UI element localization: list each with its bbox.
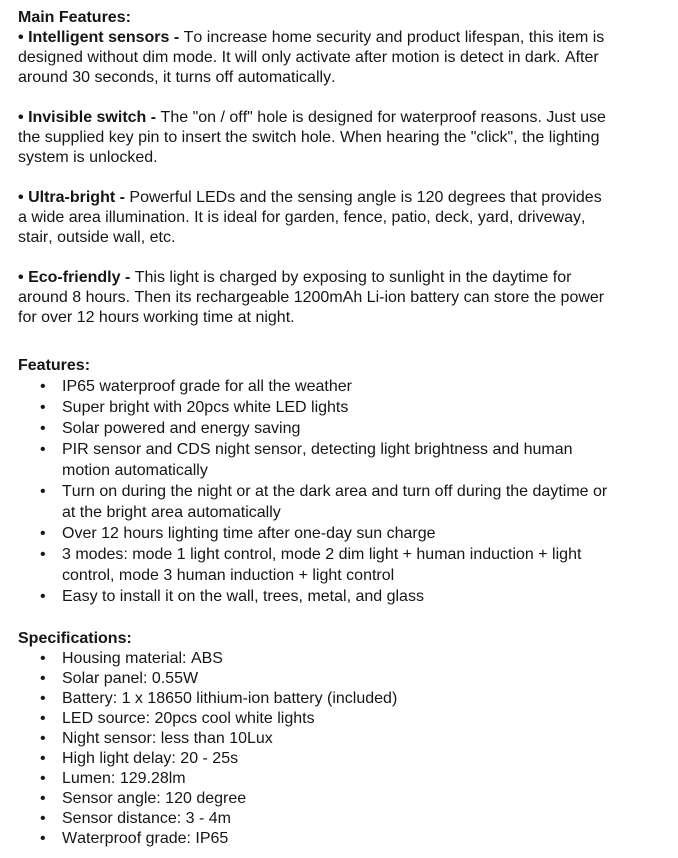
feature-item-text: Over 12 hours lighting time after one-day sun charge [62, 525, 436, 542]
bullet-icon: • [40, 750, 46, 767]
feature-paragraph-ultra-bright [18, 188, 612, 248]
bullet-icon: • [40, 730, 46, 747]
list-item [40, 709, 662, 729]
bullet-icon: • [40, 546, 46, 563]
feature-text: Powerful LEDs and the sensing angle is 120 degrees that provides a wide area illumination. It is ideal for garden, fence, patio, deck, yard, driveway, stair, outside wall, etc. [18, 189, 602, 246]
feature-paragraph-eco-friendly [18, 268, 612, 328]
list-item [40, 689, 662, 709]
bullet-icon: • [40, 690, 46, 707]
bullet-icon: • [40, 790, 46, 807]
spec-item-text: LED source: 20pcs cool white lights [62, 710, 315, 727]
list-item [40, 397, 662, 418]
spec-item-text: Sensor distance: 3 - 4m [62, 810, 231, 827]
list-item [40, 789, 662, 809]
bullet-icon: • [40, 830, 46, 847]
list-item [40, 481, 662, 523]
list-item [40, 439, 662, 481]
bullet-icon: • [18, 189, 24, 206]
feature-item-text: IP65 waterproof grade for all the weather [62, 378, 352, 395]
list-item [40, 749, 662, 769]
bullet-icon: • [40, 399, 46, 416]
feature-item-text: Easy to install it on the wall, trees, metal, and glass [62, 588, 424, 605]
specifications-list [18, 649, 662, 849]
bullet-icon: • [40, 810, 46, 827]
feature-title: Ultra-bright - [28, 189, 125, 206]
feature-item-text: PIR sensor and CDS night sensor, detecting light brightness and human motion automatically [62, 441, 573, 479]
spec-item-text: Solar panel: 0.55W [62, 670, 199, 687]
list-item [40, 729, 662, 749]
list-item [40, 829, 662, 849]
list-item [40, 376, 662, 397]
bullet-icon: • [40, 378, 46, 395]
spec-item-text: Waterproof grade: IP65 [62, 830, 229, 847]
feature-paragraph-intelligent-sensors [18, 28, 612, 88]
bullet-icon: • [40, 770, 46, 787]
bullet-icon: • [40, 420, 46, 437]
bullet-icon: • [40, 710, 46, 727]
list-item [40, 586, 662, 607]
feature-item-text: 3 modes: mode 1 light control, mode 2 dim light + human induction + light control, mode 3 human induction + light control [62, 546, 582, 584]
list-item [40, 523, 662, 544]
feature-text: To increase home security and product lifespan, this item is designed without dim mode. It will only activate after motion is detect in dark. After around 30 seconds, it turns off automatically. [18, 29, 605, 86]
bullet-icon: • [18, 29, 24, 46]
spec-item-text: Battery: 1 x 18650 lithium-ion battery (included) [62, 690, 398, 707]
list-item [40, 769, 662, 789]
list-item [40, 809, 662, 829]
feature-text: This light is charged by exposing to sunlight in the daytime for around 8 hours. Then its rechargeable 1200mAh Li-ion battery can store the power for over 12 hours working time at night. [18, 269, 605, 326]
spec-item-text: Housing material: ABS [62, 650, 223, 667]
bullet-icon: • [40, 525, 46, 542]
bullet-icon: • [40, 483, 46, 500]
bullet-icon: • [18, 269, 24, 286]
features-list [18, 376, 662, 607]
list-item [40, 418, 662, 439]
bullet-icon: • [18, 109, 24, 126]
feature-paragraph-invisible-switch [18, 108, 612, 168]
feature-item-text: Solar powered and energy saving [62, 420, 301, 437]
feature-item-text: Turn on during the night or at the dark area and turn off during the daytime or at the bright area automatically [62, 483, 608, 521]
feature-title: Invisible switch - [28, 109, 157, 126]
list-item [40, 669, 662, 689]
spec-item-text: High light delay: 20 - 25s [62, 750, 239, 767]
bullet-icon: • [40, 670, 46, 687]
feature-item-text: Super bright with 20pcs white LED lights [62, 399, 349, 416]
spec-item-text: Lumen: 129.28lm [62, 770, 186, 787]
list-item [40, 649, 662, 669]
feature-title: Eco-friendly - [28, 269, 131, 286]
spec-item-text: Night sensor: less than 10Lux [62, 730, 273, 747]
main-features-heading: Main Features: [18, 9, 131, 26]
bullet-icon: • [40, 588, 46, 605]
spec-item-text: Sensor angle: 120 degree [62, 790, 247, 807]
bullet-icon: • [40, 441, 46, 458]
list-item [40, 544, 662, 586]
bullet-icon: • [40, 650, 46, 667]
specifications-heading: Specifications: [18, 630, 132, 647]
feature-title: Intelligent sensors - [28, 29, 180, 46]
features-heading: Features: [18, 357, 91, 374]
feature-text: The "on / off" hole is designed for waterproof reasons. Just use the supplied key pin to insert the switch hole. When hearing the "click", the lighting system is unlocked. [18, 109, 606, 166]
